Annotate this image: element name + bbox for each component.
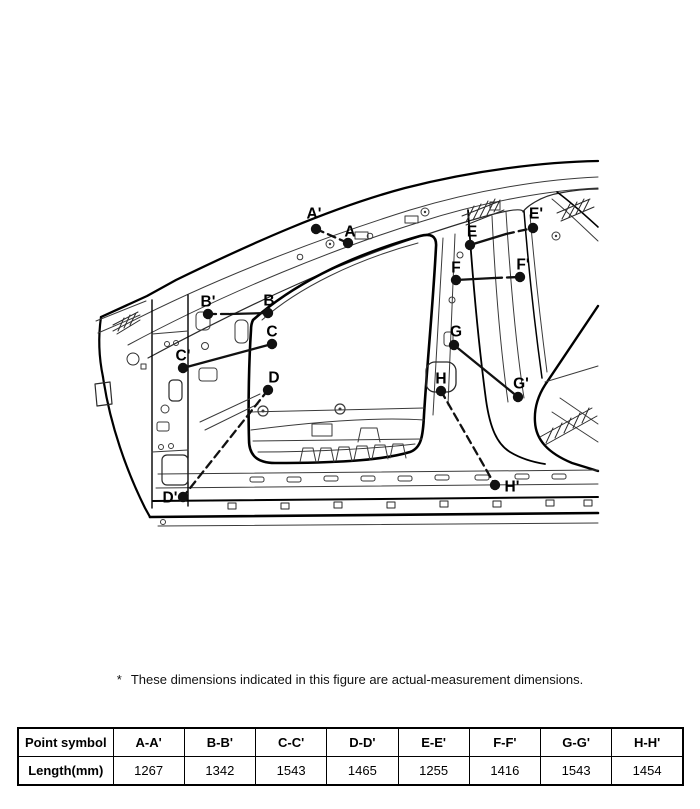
measure-point-E xyxy=(465,240,475,250)
point-label-D-prime: D' xyxy=(162,489,178,507)
measurement-line xyxy=(454,345,518,397)
point-label-D: D xyxy=(268,369,280,387)
figure-note xyxy=(0,672,700,687)
measurement-line xyxy=(456,278,494,280)
length-value-cell: 1543 xyxy=(541,757,612,786)
length-value-cell: 1543 xyxy=(256,757,327,786)
point-label-A-prime: A' xyxy=(306,205,322,223)
point-label-A: A xyxy=(344,223,356,241)
length-value-cell: 1267 xyxy=(113,757,184,786)
point-symbol-cell: D-D' xyxy=(327,728,398,757)
measure-point-G xyxy=(449,340,459,350)
note-asterisk: * xyxy=(116,672,122,687)
point-label-E: E xyxy=(466,223,478,241)
car-body-line-art xyxy=(95,161,598,526)
measure-point-D-prime xyxy=(178,492,188,502)
measure-point-G-prime xyxy=(513,392,523,402)
measure-point-E-prime xyxy=(528,223,538,233)
length-value-cell: 1465 xyxy=(327,757,398,786)
point-label-B: B xyxy=(263,292,275,310)
length-value-cell: 1342 xyxy=(184,757,255,786)
measure-point-H-prime xyxy=(490,480,500,490)
row-header-point-symbol: Point symbol xyxy=(18,728,113,757)
point-label-E-prime: E' xyxy=(528,205,544,223)
measurement-line xyxy=(183,390,268,497)
point-symbol-cell: B-B' xyxy=(184,728,255,757)
point-label-F-prime: F' xyxy=(516,256,530,274)
point-symbol-cell: H-H' xyxy=(612,728,683,757)
length-row xyxy=(18,757,683,786)
point-symbol-cell: E-E' xyxy=(398,728,469,757)
rear-quarter xyxy=(524,192,598,471)
point-label-C-prime: C' xyxy=(175,347,191,365)
row-header-length: Length(mm) xyxy=(18,757,113,786)
front-door-aperture xyxy=(249,235,437,463)
point-symbol-cell: C-C' xyxy=(256,728,327,757)
point-label-B-prime: B' xyxy=(200,293,216,311)
length-value-cell: 1255 xyxy=(398,757,469,786)
length-value-cell: 1454 xyxy=(612,757,683,786)
measure-point-A-prime xyxy=(311,224,321,234)
point-label-C: C xyxy=(266,323,278,341)
point-label-G: G xyxy=(449,323,463,341)
dimensions-table xyxy=(17,727,684,786)
length-value-cell: 1416 xyxy=(469,757,540,786)
point-symbol-cell: F-F' xyxy=(469,728,540,757)
point-label-G-prime: G' xyxy=(513,375,529,393)
point-symbol-cell: G-G' xyxy=(541,728,612,757)
measurement-line xyxy=(230,313,268,314)
point-label-F: F xyxy=(451,259,461,277)
point-label-H: H xyxy=(435,370,447,388)
point-symbol-cell: A-A' xyxy=(113,728,184,757)
note-text: These dimensions indicated in this figure are actual-measurement dimensions. xyxy=(130,672,584,687)
point-symbol-row xyxy=(18,728,683,757)
rocker-sill xyxy=(150,470,598,526)
door-opening-inner-details xyxy=(200,394,424,462)
point-label-H-prime: H' xyxy=(504,478,520,496)
measurement-line xyxy=(183,344,272,368)
